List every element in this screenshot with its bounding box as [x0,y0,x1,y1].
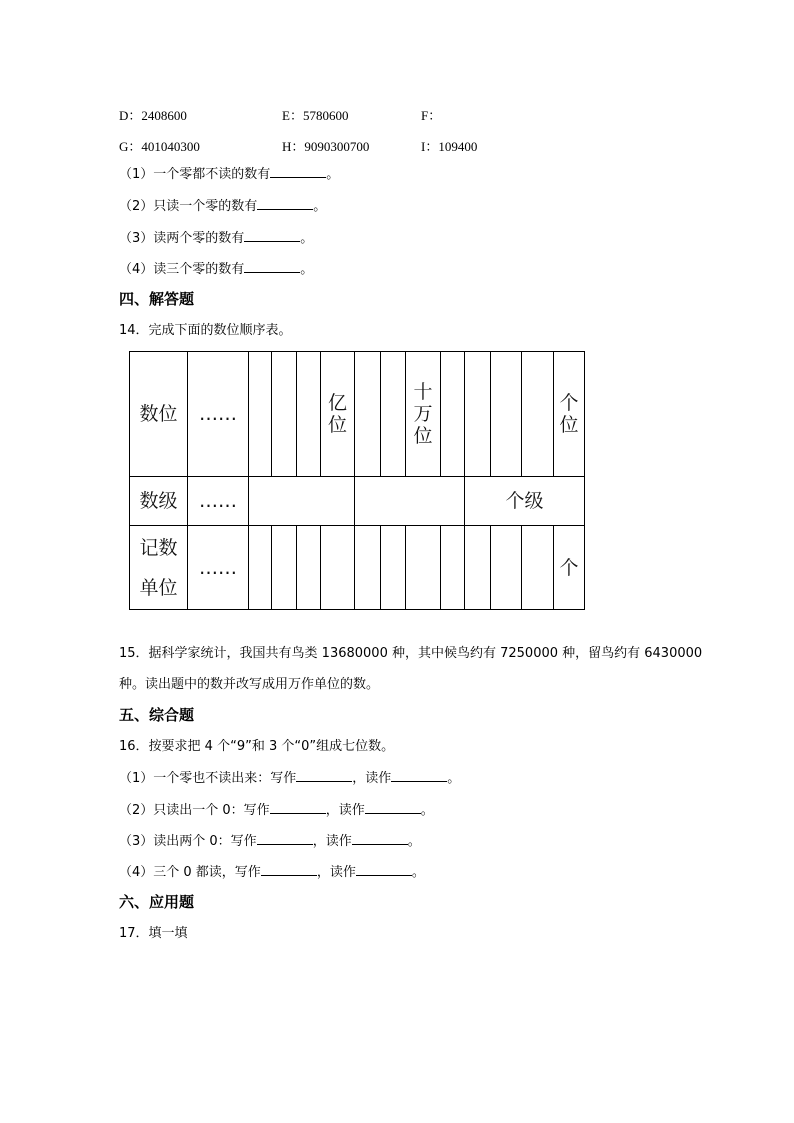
q13-item-3: （3）读两个零的数有 。 [119,231,314,246]
q14-stem: 14．完成下面的数位顺序表。 [119,323,292,338]
label-place: 数位 [130,352,188,477]
answer-blank[interactable] [352,833,408,845]
cell[interactable] [491,352,522,477]
cell[interactable] [491,526,522,610]
q13-item-1: （1）一个零都不读的数有 。 [119,167,340,182]
cell[interactable] [465,526,491,610]
answer-blank[interactable] [365,802,421,814]
cell[interactable] [249,526,272,610]
section-heading-6: 六、应用题 [119,893,195,911]
answer-blank[interactable] [296,770,352,782]
answer-blank[interactable] [244,230,300,242]
q13-item-4: （4）读三个零的数有 。 [119,262,314,277]
answer-blank[interactable] [257,198,313,210]
cell[interactable] [522,352,554,477]
q13-item-2: （2）只读一个零的数有 。 [119,199,327,214]
cell[interactable] [272,352,297,477]
cell[interactable] [406,526,441,610]
answer-blank[interactable] [244,261,300,273]
cell[interactable] [297,526,321,610]
period-cell[interactable] [249,477,355,526]
dots: …… [188,352,249,477]
row-place [130,352,585,477]
answer-blank[interactable] [270,166,326,178]
section-heading-4: 四、解答题 [119,290,195,308]
place-ge: 个位 [554,352,585,477]
dots: …… [188,477,249,526]
answer-blank[interactable] [257,833,313,845]
dots: …… [188,526,249,610]
option-f: F： [421,108,442,123]
q15-line-2: 种。读出题中的数并改写成用万作单位的数。 [119,677,380,692]
cell[interactable] [355,352,381,477]
cell[interactable] [381,526,406,610]
option-g: G：401040300 [119,139,200,154]
period-cell[interactable] [355,477,465,526]
q16-item-2: （2）只读出一个 0：写作 ，读作 。 [119,803,434,818]
option-e: E：5780600 [282,108,349,123]
option-d: D：2408600 [119,108,187,123]
answer-blank[interactable] [261,864,317,876]
cell[interactable] [465,352,491,477]
cell[interactable] [272,526,297,610]
label-unit: 记数单位 [130,526,188,610]
q17-stem: 17．填一填 [119,926,188,941]
q16-item-1: （1）一个零也不读出来：写作 ，读作 。 [119,771,461,786]
cell[interactable] [441,352,465,477]
row-unit [130,526,585,610]
place-yi: 亿位 [321,352,355,477]
answer-blank[interactable] [391,770,447,782]
option-i: I：109400 [421,139,478,154]
unit-ge: 个 [554,526,585,610]
row-period [130,477,585,526]
q16-item-4: （4）三个 0 都读，写作 ，读作 。 [119,865,425,880]
q16-stem: 16．按要求把 4 个“9”和 3 个“0”组成七位数。 [119,739,395,754]
period-ge: 个级 [465,477,585,526]
cell[interactable] [355,526,381,610]
option-h: H：9090300700 [282,139,370,154]
place-shiwan: 十万位 [406,352,441,477]
cell[interactable] [441,526,465,610]
section-heading-5: 五、综合题 [119,706,195,724]
cell[interactable] [297,352,321,477]
place-value-table [129,351,585,610]
cell[interactable] [522,526,554,610]
label-period: 数级 [130,477,188,526]
q15-line-1: 15．据科学家统计，我国共有鸟类 13680000 种，其中候鸟约有 7250000 种，留鸟约有 6430000 [119,646,703,661]
answer-blank[interactable] [356,864,412,876]
cell[interactable] [321,526,355,610]
cell[interactable] [381,352,406,477]
cell[interactable] [249,352,272,477]
q16-item-3: （3）读出两个 0：写作 ，读作 。 [119,834,421,849]
answer-blank[interactable] [270,802,326,814]
